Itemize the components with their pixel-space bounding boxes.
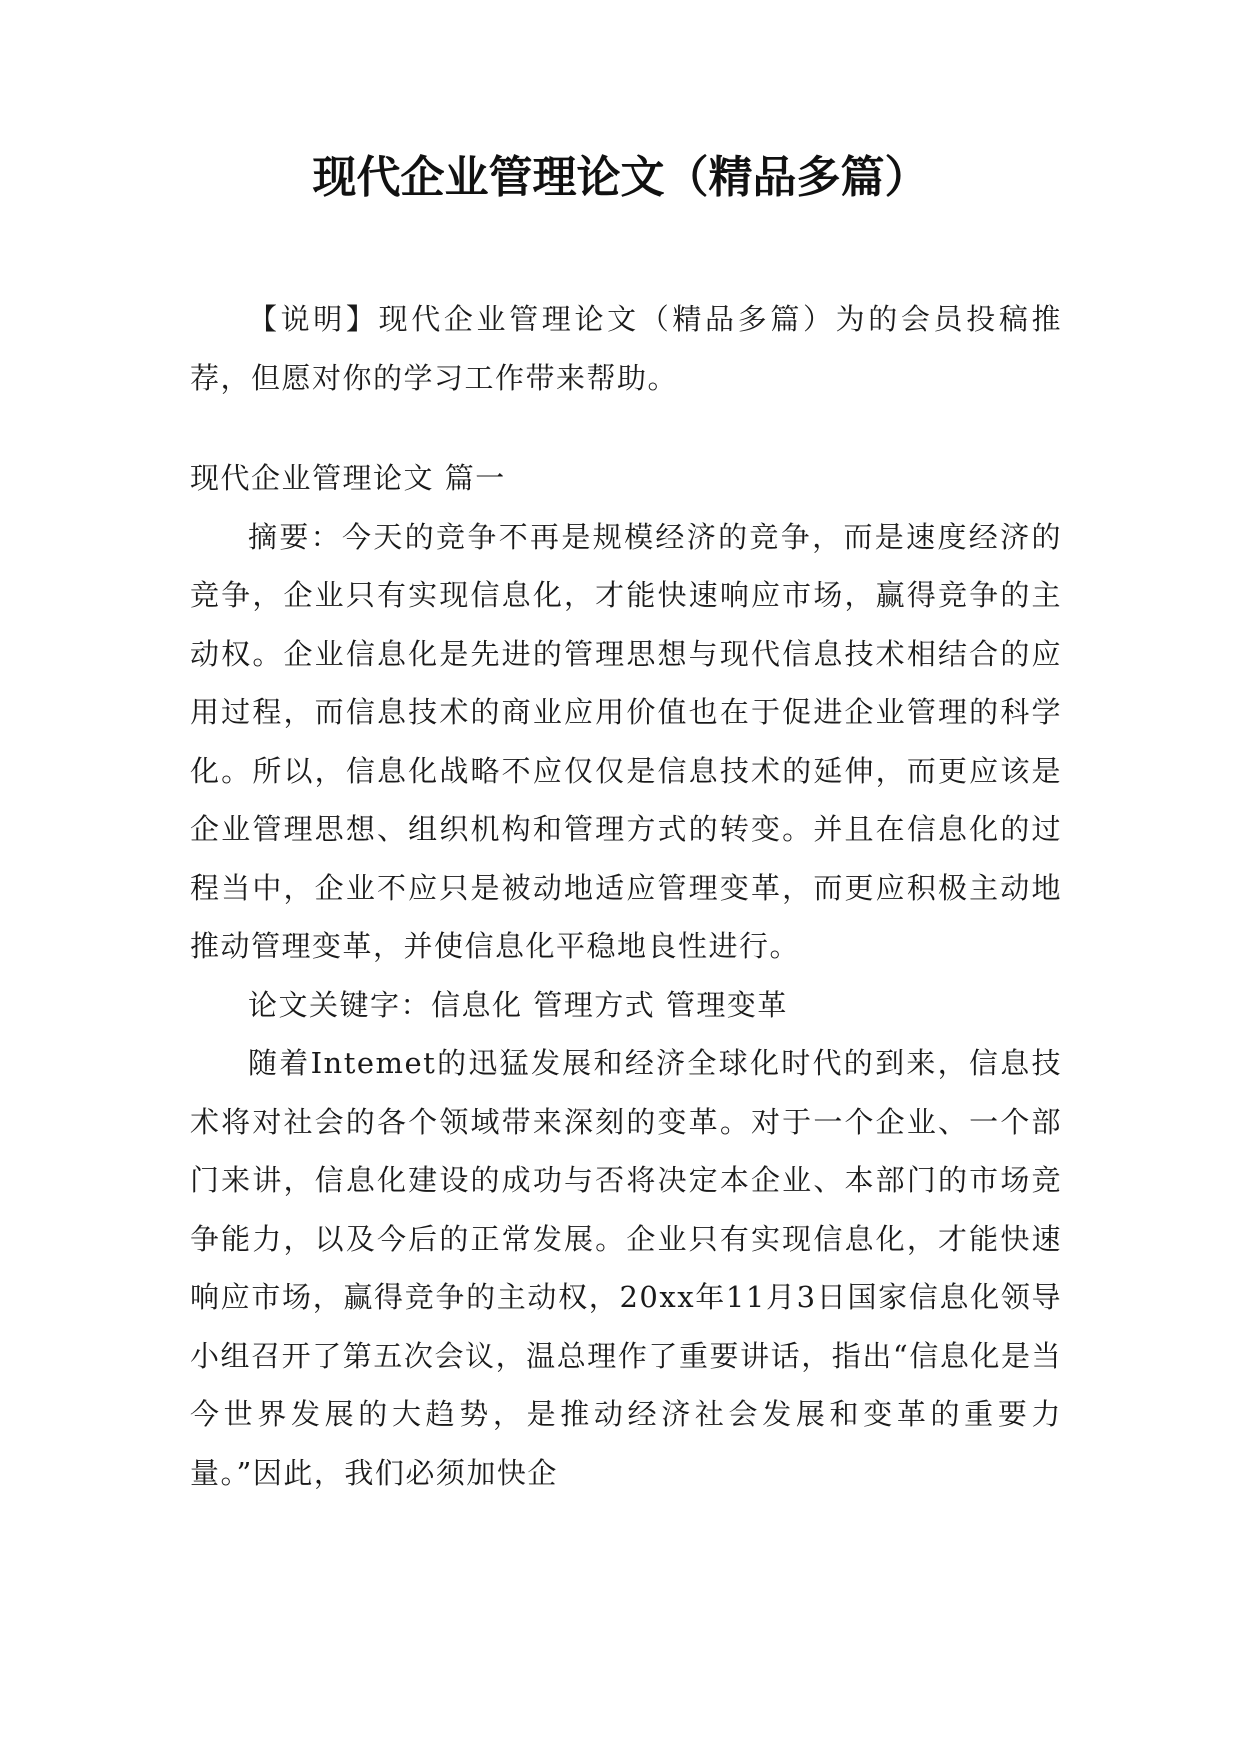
section-heading: 现代企业管理论文 篇一 xyxy=(190,461,506,495)
body-paragraph: 随着Intemet的迅猛发展和经济全球化时代的到来，信息技术将对社会的各个领域带来深刻的变革。对于一个企业、一个部门来讲，信息化建设的成功与否将决定本企业、本部门的市场竞争能力，以及今后的正常发展。企业只有实现信息化，才能快速响应市场，赢得竞争的主动权，20xx年11月3日国家信息化领导小组召开了第五次会议，温总理作了重要讲话，指出“信息化是当今世界发展的大趋势，是推动经济社会发展和变革的重要力量。”因此，我们必须加快企 xyxy=(190,1046,1062,1490)
paragraph-spacer xyxy=(190,407,1062,449)
page-title: 现代企业管理论文（精品多篇） xyxy=(312,152,929,203)
keywords-paragraph: 论文关键字：信息化 管理方式 管理变革 xyxy=(248,987,788,1022)
abstract-paragraph: 摘要：今天的竞争不再是规模经济的竞争，而是速度经济的竞争，企业只有实现信息化，才能快速响应市场，赢得竞争的主动权。企业信息化是先进的管理思想与现代信息技术相结合的应用过程，而信息技术的商业应用价值也在于促进企业管理的科学化。所以，信息化战略不应仅仅是信息技术的延伸，而更应该是企业管理思想、组织机构和管理方式的转变。并且在信息化的过程当中，企业不应只是被动地适应管理变革，而更应积极主动地推动管理变革，并使信息化平稳地良性进行。 xyxy=(190,519,1062,963)
document-body xyxy=(190,290,1062,1502)
intro-paragraph: 【说明】现代企业管理论文（精品多篇）为的会员投稿推荐，但愿对你的学习工作带来帮助。 xyxy=(190,302,1062,395)
